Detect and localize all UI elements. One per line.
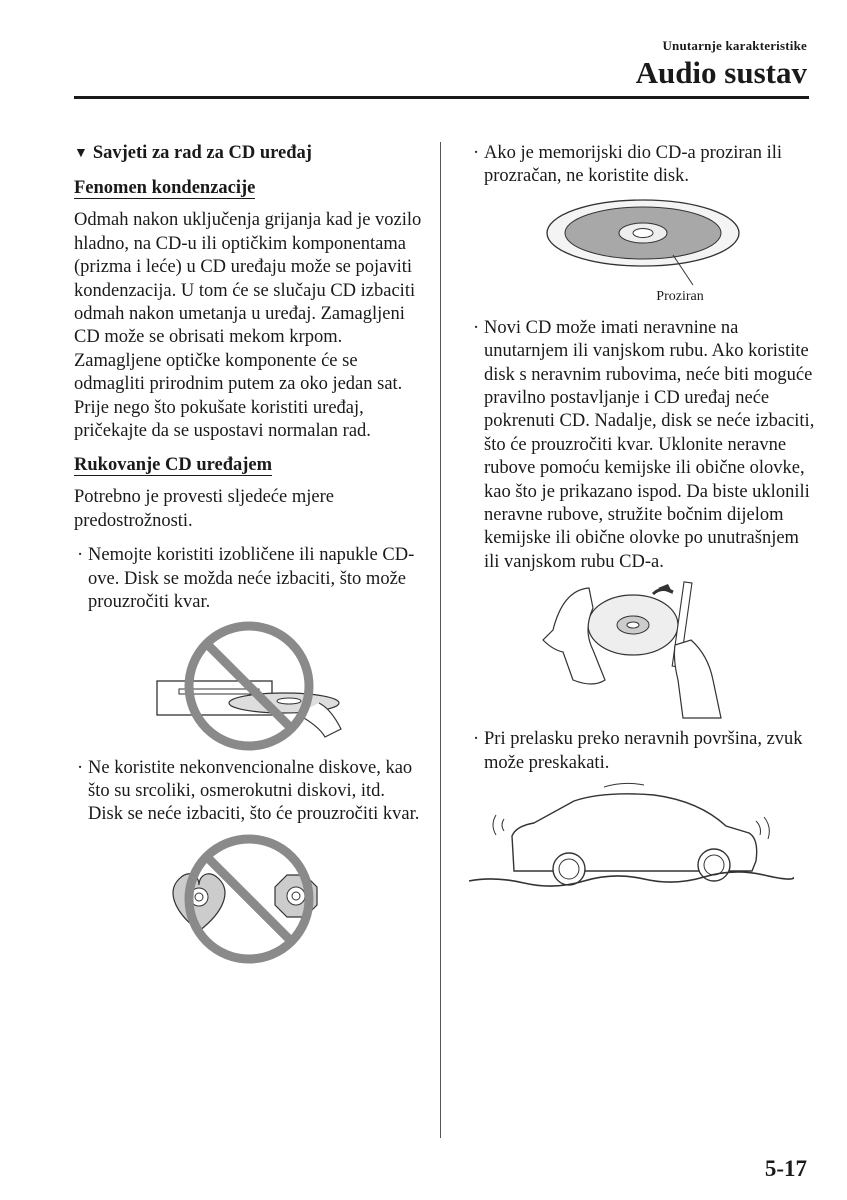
transparent-caption: Proziran: [656, 288, 704, 304]
transparent-disc-illustration-icon: [543, 195, 743, 287]
triangle-marker-icon: ▼: [74, 146, 88, 161]
column-divider: [440, 142, 441, 1138]
section-title-text: Savjeti za rad za CD uređaj: [92, 143, 312, 163]
bullet-text: Ne koristite nekonvencionalne diskove, kao što su srcoliki, osmerokutni diskovi, itd. Disk se neće izbaciti, što će prouzročiti kvar.: [88, 757, 420, 825]
bullet-rough-road: [470, 728, 815, 775]
bullet-transparent-disc: [470, 142, 815, 189]
left-column: [74, 142, 424, 965]
handling-heading: Rukovanje CD uređajem: [74, 455, 273, 476]
running-header-section: Unutarnje karakteristike: [662, 38, 807, 53]
bullet-text: Pri prelasku preko neravnih površina, zvuk može preskakati.: [484, 729, 803, 773]
bullet-dot: ·: [473, 317, 480, 338]
right-column: [470, 142, 815, 891]
section-title: [74, 142, 424, 166]
bullet-text: Ako je memorijski dio CD-a proziran ili prozračan, ne koristite disk.: [484, 143, 782, 187]
bullet-new-cd-edges: [470, 317, 815, 574]
bullet-text: Nemojte koristiti izobličene ili napukle CD-ove. Disk se možda neće izbaciti, što može prouzročiti kvar.: [88, 545, 415, 613]
header-rule: [74, 96, 809, 99]
handling-intro: Potrebno je provesti sljedeće mjere predostrožnosti.: [74, 487, 334, 531]
running-header-chapter: Audio sustav: [635, 55, 807, 90]
condensation-heading: Fenomen kondenzacije: [74, 178, 256, 199]
bullet-warped-discs: [74, 544, 424, 614]
condensation-text: Odmah nakon uključenja grijanja kad je vozilo hladno, na CD-u ili optičkim komponentama (prizma i leće) u CD uređaju može se pojaviti kondenzacija. U tom će se slučaju CD izbaciti odmah nakon umetanja u uređaj. Zamagljeni CD može se obrisati mekom krpom. Zamagljene optičke komponente će se odmagliti prirodnim putem za oko jedan sat. Prije nego što pokušate koristiti uređaj, pričekajte da se uspostavi normalan rad.: [74, 210, 422, 442]
bullet-dot: ·: [473, 729, 480, 750]
bullet-text: Novi CD može imati neravnine na unutarnjem ili vanjskom rubu. Ako koristite disk s neravnim rubovima, neće biti moguće pravilno postavljanje i CD uređaj neće pokrenuti CD. Nadalje, disk se neće izbaciti, što će prouzročiti kvar. Uklonite neravne rubove pomoću kemijske ili obične olovke, kao što je prikazano ispod. Da biste uklonili neravne rubove, stružite bočnim dijelom kemijske ili obične olovke po unutrašnjem ili vanjskom rubu CD-a.: [484, 317, 815, 572]
bullet-dot: ·: [77, 545, 84, 566]
page-number: 5-17: [764, 1156, 807, 1181]
car-on-rough-road-illustration-icon: [464, 781, 794, 891]
bullet-dot: ·: [77, 757, 84, 778]
no-warped-disc-illustration-icon: [149, 621, 349, 751]
bullet-dot: ·: [473, 143, 480, 163]
no-heart-octagon-disc-illustration-icon: [159, 833, 339, 965]
remove-burrs-illustration-icon: [533, 580, 753, 720]
bullet-odd-shapes: [74, 757, 424, 827]
